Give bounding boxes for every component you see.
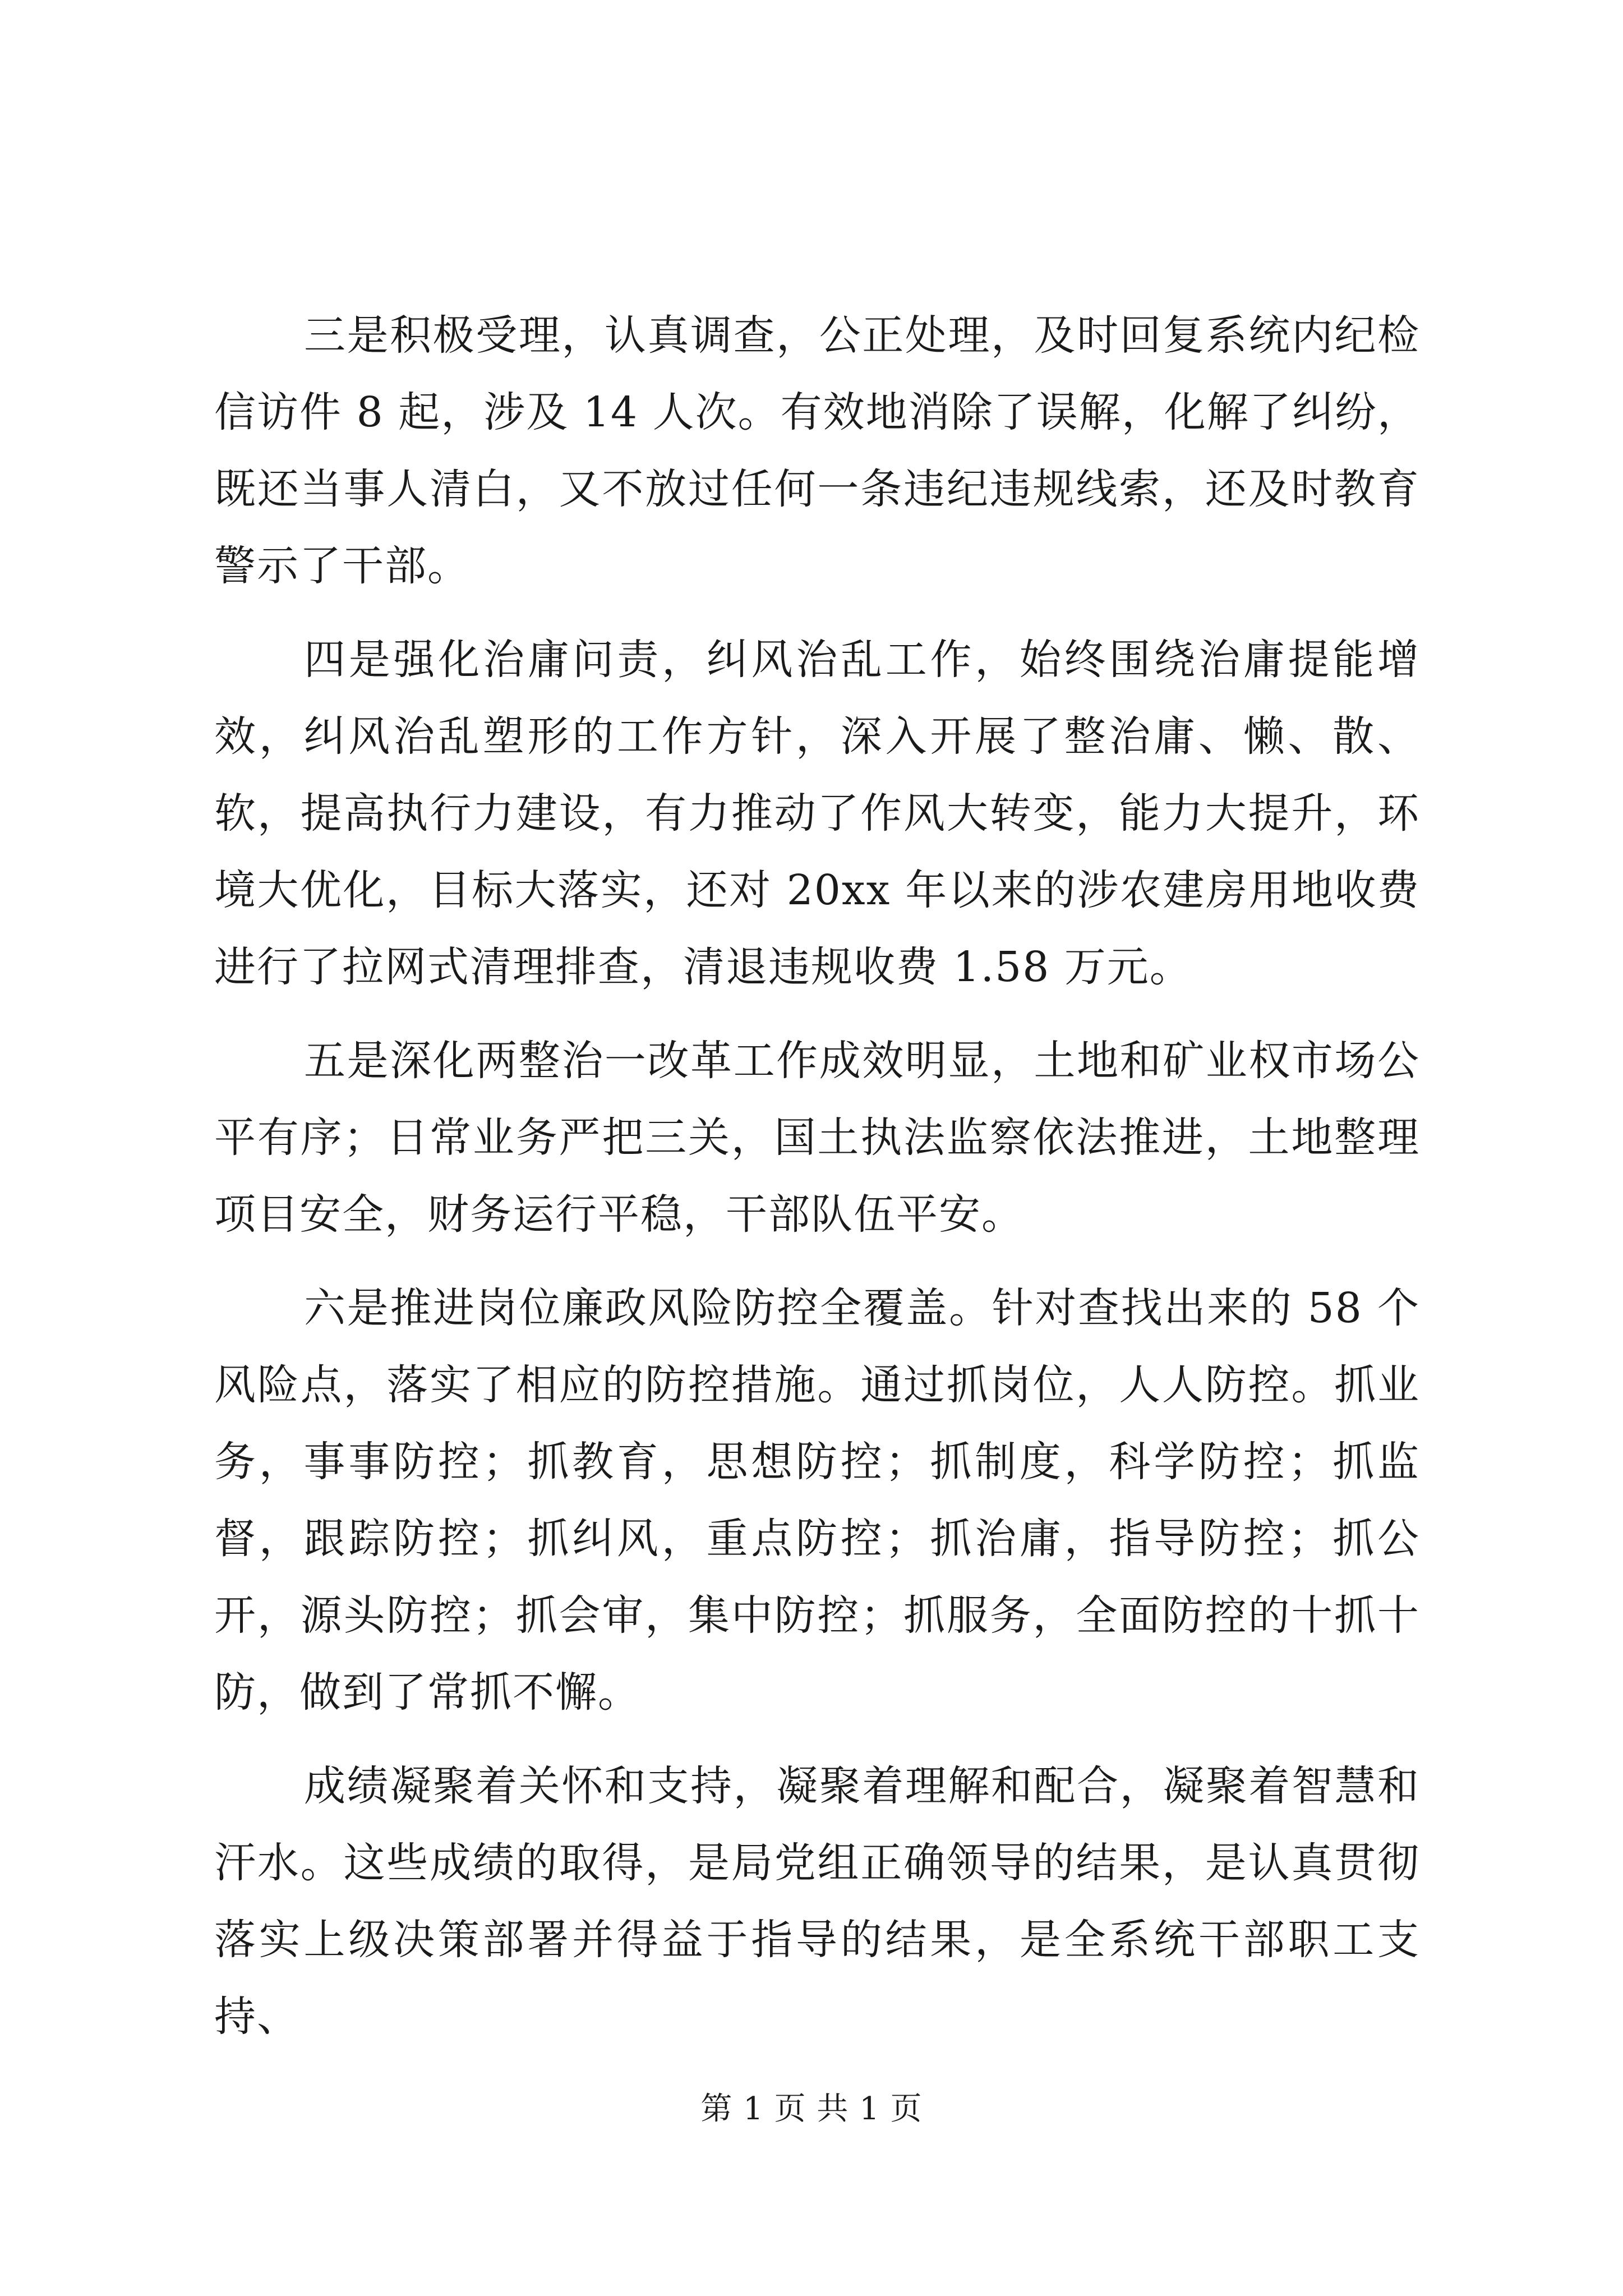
document-body bbox=[214, 297, 1420, 2072]
page-footer: 第 1 页 共 1 页 bbox=[700, 2091, 923, 2127]
paragraph-5: 成绩凝聚着关怀和支持，凝聚着理解和配合，凝聚着智慧和汗水。这些成绩的取得，是局党组正确领导的结果，是认真贯彻落实上级决策部署并得益于指导的结果，是全系统干部职工支持、 bbox=[214, 1762, 1420, 2041]
paragraph-2: 四是强化治庸问责，纠风治乱工作，始终围绕治庸提能增效，纠风治乱塑形的工作方针，深入开展了整治庸、懒、散、软，提高执行力建设，有力推动了作风大转变，能力大提升，环境大优化，目标大落实，还对 20xx 年以来的涉农建房用地收费进行了拉网式清理排查，清退违规收费 1.58 万元。 bbox=[214, 636, 1420, 991]
paragraph-3: 五是深化两整治一改革工作成效明显，土地和矿业权市场公平有序；日常业务严把三关，国土执法监察依法推进，土地整理项目安全，财务运行平稳，干部队伍平安。 bbox=[214, 1037, 1420, 1239]
paragraph-4: 六是推进岗位廉政风险防控全覆盖。针对查找出来的 58 个风险点，落实了相应的防控措施。通过抓岗位，人人防控。抓业务，事事防控；抓教育，思想防控；抓制度，科学防控；抓监督，跟踪防控；抓纠风，重点防控；抓治庸，指导防控；抓公开，源头防控；抓会审，集中防控；抓服务，全面防控的十抓十防，做到了常抓不懈。 bbox=[214, 1284, 1420, 1717]
paragraph-1: 三是积极受理，认真调查，公正处理，及时回复系统内纪检信访件 8 起，涉及 14 人次。有效地消除了误解，化解了纠纷，既还当事人清白，又不放过任何一条违纪违规线索，还及时教育警示了干部。 bbox=[214, 311, 1420, 590]
